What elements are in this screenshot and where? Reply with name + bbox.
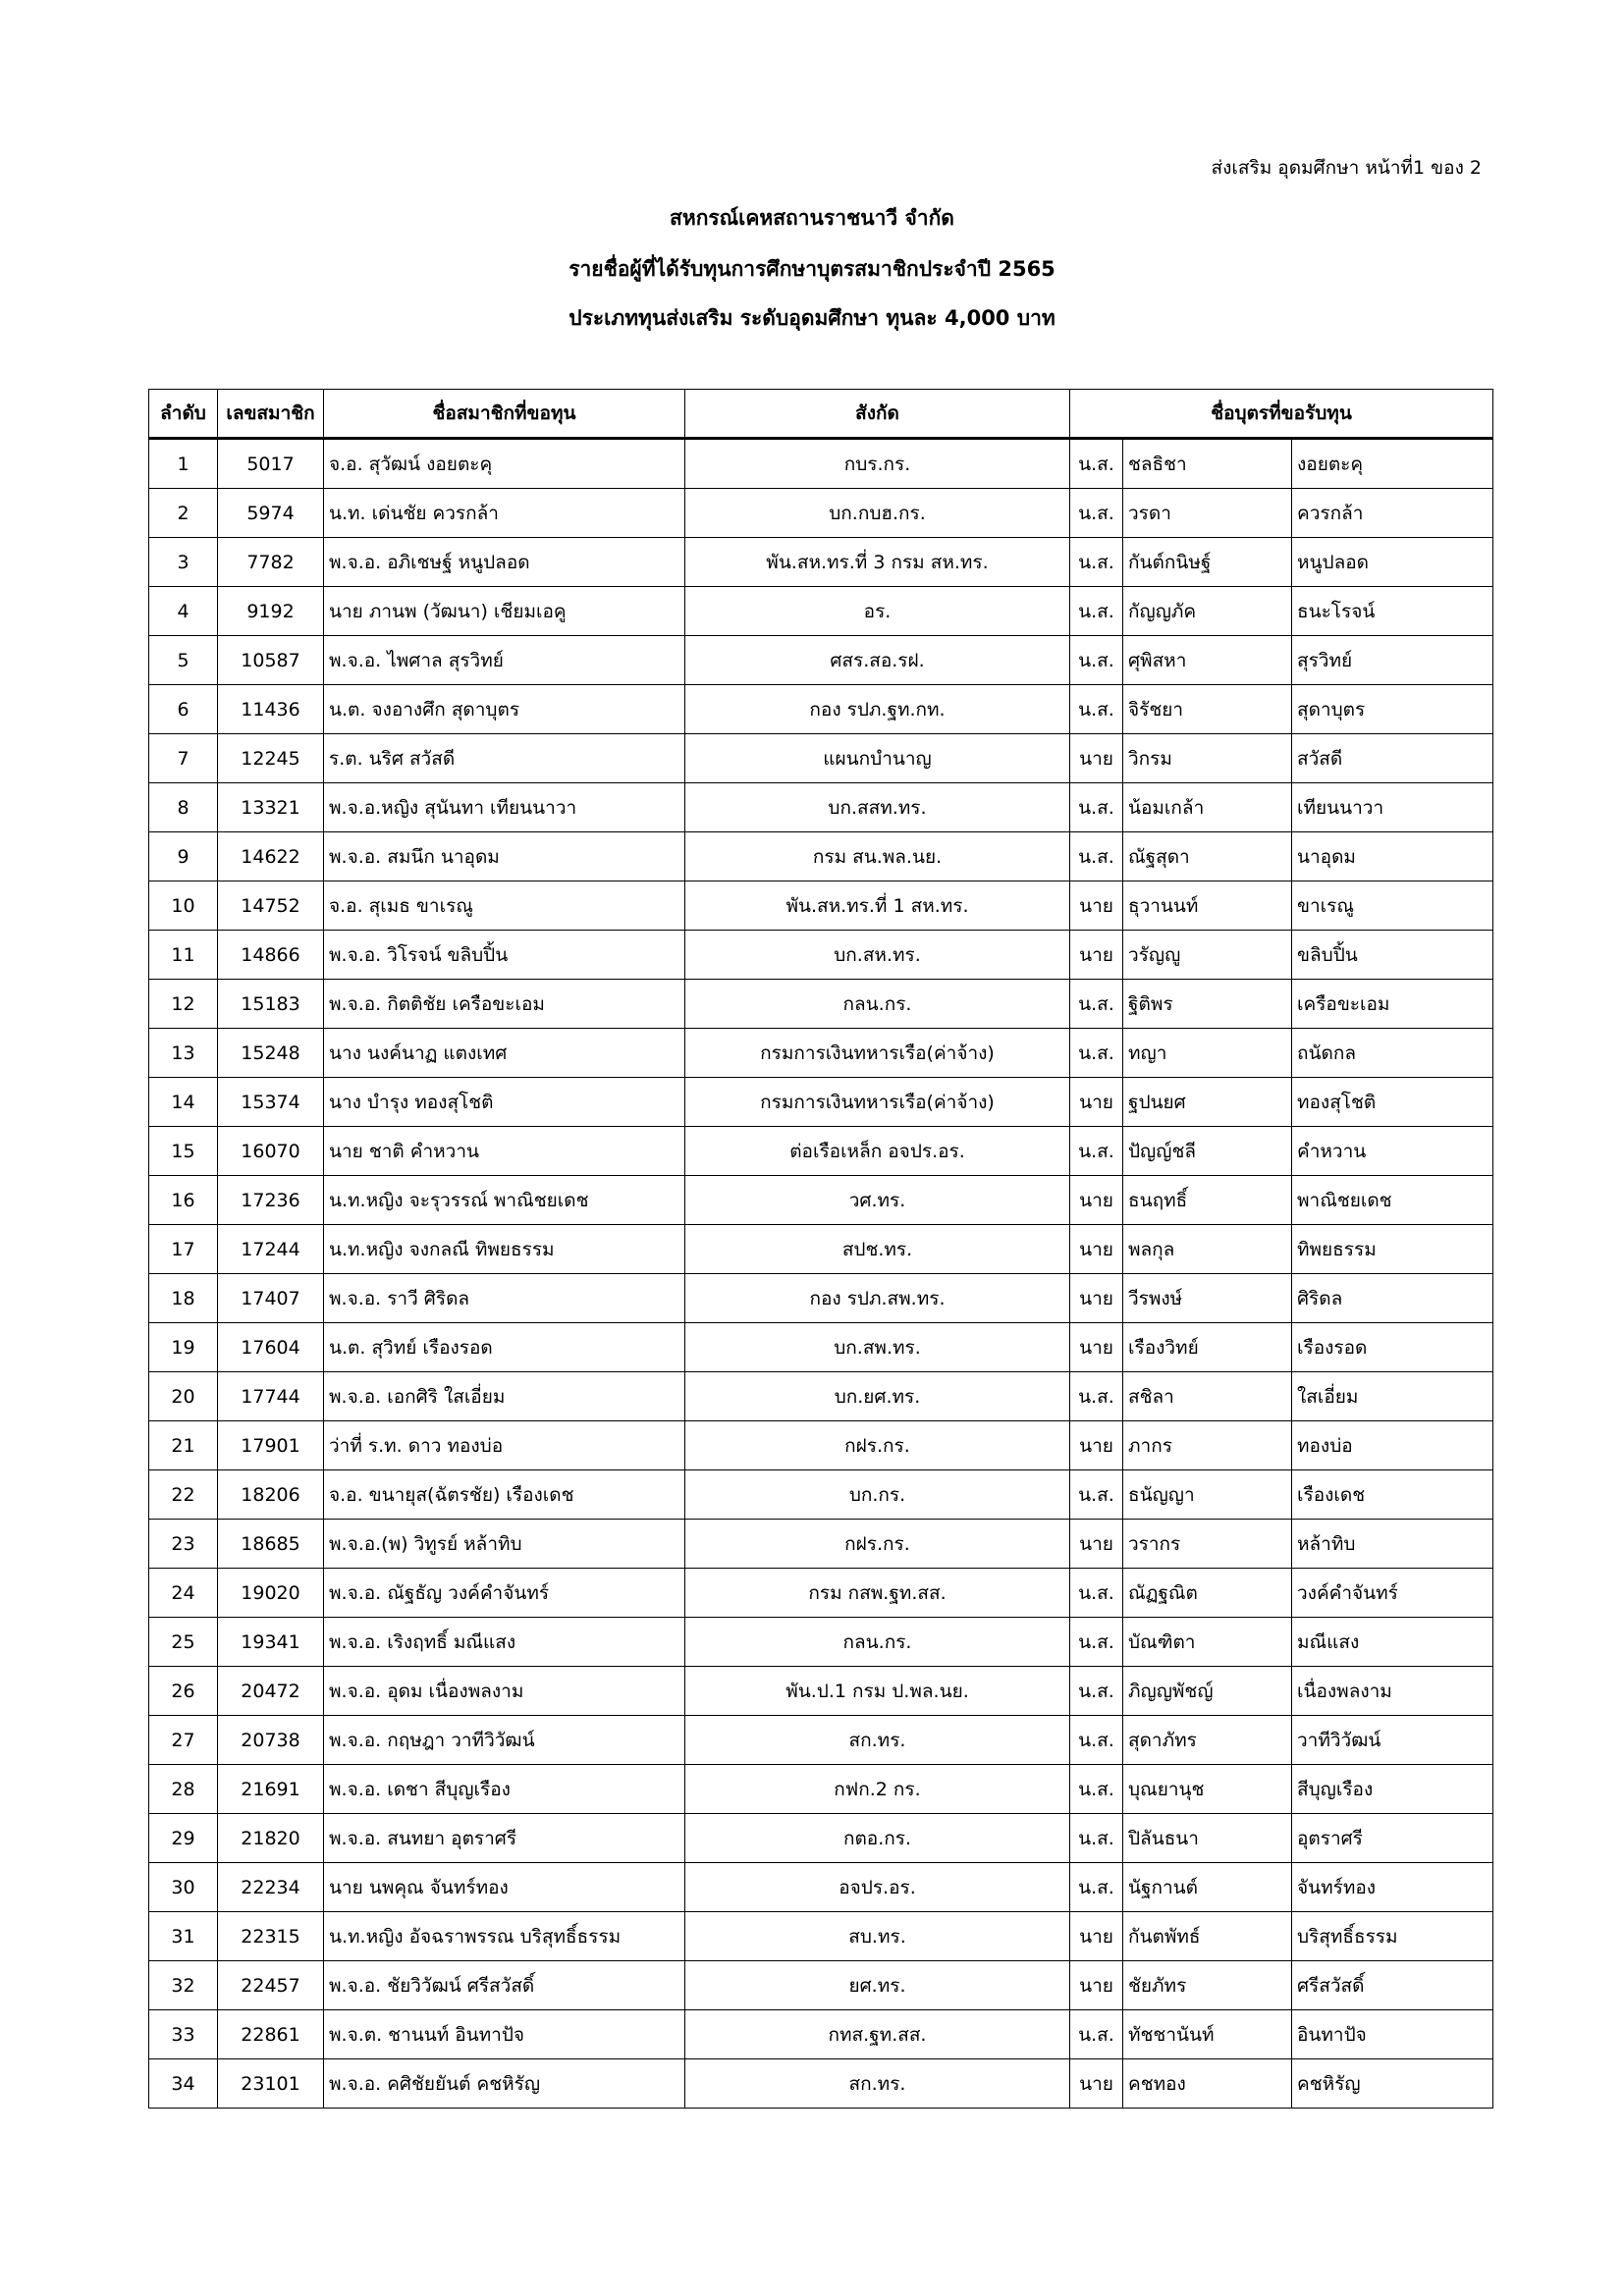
member-unit: กลน.กร.: [685, 1618, 1070, 1667]
member-unit: สก.ทร.: [685, 2059, 1070, 2109]
member-name: พ.จ.อ. สมนึก นาอุดม: [324, 832, 685, 881]
child-last-name: จันทร์ทอง: [1292, 1863, 1493, 1912]
member-unit: พัน.สห.ทร.ที่ 3 กรม สห.ทร.: [685, 538, 1070, 587]
header-unit: สังกัด: [685, 390, 1070, 439]
member-name: พ.จ.ต. ชานนท์ อินทาปัจ: [324, 2010, 685, 2059]
child-last-name: ทองบ่อ: [1292, 1421, 1493, 1470]
member-unit: กอง รปภ.ฐท.กท.: [685, 685, 1070, 734]
row-number: 2: [149, 489, 218, 538]
member-unit: กรม สน.พล.นย.: [685, 832, 1070, 881]
table-row: [149, 1421, 1493, 1470]
child-last-name: หล้าทิบ: [1292, 1520, 1493, 1569]
member-unit: กฝร.กร.: [685, 1421, 1070, 1470]
row-number: 24: [149, 1569, 218, 1618]
member-name: นาย นพคุณ จันทร์ทอง: [324, 1863, 685, 1912]
member-name: พ.จ.อ.หญิง สุนันทา เทียนนาวา: [324, 783, 685, 832]
child-first-name: ธุวานนท์: [1123, 881, 1292, 931]
member-id: 17236: [218, 1176, 324, 1225]
table-row: [149, 538, 1493, 587]
member-id: 14622: [218, 832, 324, 881]
member-name: นาง นงค์นาฏ แตงเทศ: [324, 1029, 685, 1078]
table-row: [149, 636, 1493, 685]
row-number: 21: [149, 1421, 218, 1470]
member-unit: กฝร.กร.: [685, 1520, 1070, 1569]
member-name: พ.จ.อ. อภิเชษฐ์ หนูปลอด: [324, 538, 685, 587]
table-row: [149, 1520, 1493, 1569]
child-last-name: เรืองรอด: [1292, 1323, 1493, 1372]
child-prefix: น.ส.: [1070, 1569, 1123, 1618]
member-unit: ยศ.ทร.: [685, 1961, 1070, 2010]
member-id: 19341: [218, 1618, 324, 1667]
table-row: [149, 489, 1493, 538]
table-row: [149, 2010, 1493, 2059]
member-unit: บก.ยศ.ทร.: [685, 1372, 1070, 1421]
child-first-name: ภิญญพัชญ์: [1123, 1667, 1292, 1716]
child-prefix: นาย: [1070, 1912, 1123, 1961]
child-prefix: น.ส.: [1070, 783, 1123, 832]
child-prefix: น.ส.: [1070, 1029, 1123, 1078]
child-prefix: นาย: [1070, 2059, 1123, 2109]
member-id: 17744: [218, 1372, 324, 1421]
child-last-name: สีบุญเรือง: [1292, 1765, 1493, 1814]
row-number: 3: [149, 538, 218, 587]
member-name: พ.จ.อ. วิโรจน์ ขลิบปิ้น: [324, 931, 685, 980]
member-id: 22457: [218, 1961, 324, 2010]
table-row: [149, 1716, 1493, 1765]
child-prefix: นาย: [1070, 1274, 1123, 1323]
scholarship-table: [148, 389, 1493, 2109]
row-number: 1: [149, 439, 218, 489]
member-id: 15374: [218, 1078, 324, 1127]
member-name: ว่าที่ ร.ท. ดาว ทองบ่อ: [324, 1421, 685, 1470]
member-name: น.ท.หญิง อัจฉราพรรณ บริสุทธิ์ธรรม: [324, 1912, 685, 1961]
member-name: นาง บำรุง ทองสุโชติ: [324, 1078, 685, 1127]
row-number: 33: [149, 2010, 218, 2059]
child-last-name: ศรีสวัสดิ์: [1292, 1961, 1493, 2010]
member-name: น.ต. สุวิทย์ เรืองรอด: [324, 1323, 685, 1372]
table-row: [149, 1127, 1493, 1176]
member-id: 18206: [218, 1470, 324, 1520]
child-first-name: ปัญญ์ชลี: [1123, 1127, 1292, 1176]
member-id: 18685: [218, 1520, 324, 1569]
row-number: 22: [149, 1470, 218, 1520]
member-id: 15183: [218, 980, 324, 1029]
child-first-name: กันตพัทธ์: [1123, 1912, 1292, 1961]
child-first-name: จิรัชยา: [1123, 685, 1292, 734]
table-row: [149, 1176, 1493, 1225]
document-title: รายชื่อผู้ที่ได้รับทุนการศึกษาบุตรสมาชิกประจำปี 2565: [568, 257, 1056, 281]
child-prefix: นาย: [1070, 881, 1123, 931]
member-name: น.ท.หญิง จะรุวรรณ์ พาณิชยเดช: [324, 1176, 685, 1225]
child-first-name: วรากร: [1123, 1520, 1292, 1569]
member-id: 12245: [218, 734, 324, 783]
child-last-name: เรืองเดช: [1292, 1470, 1493, 1520]
page-reference: ส่งเสริม อุดมศึกษา หน้าที่1 ของ 2: [1211, 157, 1482, 179]
child-last-name: หนูปลอด: [1292, 538, 1493, 587]
member-name: พ.จ.อ. กิตติชัย เครือขะเอม: [324, 980, 685, 1029]
table-row: [149, 980, 1493, 1029]
member-id: 17604: [218, 1323, 324, 1372]
child-last-name: เครือขะเอม: [1292, 980, 1493, 1029]
child-last-name: งอยตะคุ: [1292, 439, 1493, 489]
child-last-name: ทองสุโชติ: [1292, 1078, 1493, 1127]
child-last-name: วาทีวิวัฒน์: [1292, 1716, 1493, 1765]
member-name: พ.จ.อ. อุดม เนื่องพลงาม: [324, 1667, 685, 1716]
member-id: 9192: [218, 587, 324, 636]
row-number: 4: [149, 587, 218, 636]
member-unit: บก.สพ.ทร.: [685, 1323, 1070, 1372]
member-id: 13321: [218, 783, 324, 832]
child-prefix: น.ส.: [1070, 685, 1123, 734]
member-unit: อร.: [685, 587, 1070, 636]
row-number: 19: [149, 1323, 218, 1372]
row-number: 31: [149, 1912, 218, 1961]
member-unit: สบ.ทร.: [685, 1912, 1070, 1961]
child-first-name: ศุพิสหา: [1123, 636, 1292, 685]
member-unit: กลน.กร.: [685, 980, 1070, 1029]
table-row: [149, 734, 1493, 783]
member-name: ร.ต. นริศ สวัสดี: [324, 734, 685, 783]
row-number: 16: [149, 1176, 218, 1225]
child-last-name: ควรกล้า: [1292, 489, 1493, 538]
child-first-name: วรดา: [1123, 489, 1292, 538]
member-name: พ.จ.อ. เดชา สีบุญเรือง: [324, 1765, 685, 1814]
table-row: [149, 439, 1493, 489]
child-first-name: นัฐกานต์: [1123, 1863, 1292, 1912]
table-header-row: [149, 390, 1493, 439]
child-prefix: น.ส.: [1070, 1765, 1123, 1814]
child-first-name: ฐปนยศ: [1123, 1078, 1292, 1127]
member-id: 15248: [218, 1029, 324, 1078]
child-last-name: สุรวิทย์: [1292, 636, 1493, 685]
member-name: พ.จ.อ. กฤษฎา วาทีวิวัฒน์: [324, 1716, 685, 1765]
member-unit: สปช.ทร.: [685, 1225, 1070, 1274]
child-first-name: วิกรม: [1123, 734, 1292, 783]
table-row: [149, 931, 1493, 980]
member-unit: บก.สสท.ทร.: [685, 783, 1070, 832]
member-id: 22234: [218, 1863, 324, 1912]
child-prefix: น.ส.: [1070, 1127, 1123, 1176]
member-name: พ.จ.อ. สนทยา อุตราศรี: [324, 1814, 685, 1863]
member-id: 7782: [218, 538, 324, 587]
row-number: 28: [149, 1765, 218, 1814]
member-unit: กทส.ฐท.สส.: [685, 2010, 1070, 2059]
child-prefix: น.ส.: [1070, 439, 1123, 489]
child-prefix: น.ส.: [1070, 1372, 1123, 1421]
table-row: [149, 1961, 1493, 2010]
member-id: 11436: [218, 685, 324, 734]
table-row: [149, 1470, 1493, 1520]
child-first-name: สชิลา: [1123, 1372, 1292, 1421]
member-id: 17407: [218, 1274, 324, 1323]
child-prefix: น.ส.: [1070, 636, 1123, 685]
child-first-name: ธนัญญา: [1123, 1470, 1292, 1520]
child-first-name: สุดาภัทร: [1123, 1716, 1292, 1765]
child-first-name: ธนฤทธิ์: [1123, 1176, 1292, 1225]
row-number: 27: [149, 1716, 218, 1765]
member-name: น.ท.หญิง จงกลณี ทิพยธรรม: [324, 1225, 685, 1274]
row-number: 11: [149, 931, 218, 980]
row-number: 14: [149, 1078, 218, 1127]
child-last-name: นาอุดม: [1292, 832, 1493, 881]
member-unit: ศสร.สอ.รฝ.: [685, 636, 1070, 685]
child-first-name: พลกุล: [1123, 1225, 1292, 1274]
row-number: 15: [149, 1127, 218, 1176]
member-unit: ต่อเรือเหล็ก อจปร.อร.: [685, 1127, 1070, 1176]
table-row: [149, 1078, 1493, 1127]
member-name: พ.จ.อ. ณัฐธัญ วงค์คำจันทร์: [324, 1569, 685, 1618]
member-unit: พัน.สห.ทร.ที่ 1 สห.ทร.: [685, 881, 1070, 931]
member-unit: กตอ.กร.: [685, 1814, 1070, 1863]
row-number: 5: [149, 636, 218, 685]
member-name: จ.อ. ขนายุส(ฉัตรชัย) เรืองเดช: [324, 1470, 685, 1520]
member-unit: พัน.ป.1 กรม ป.พล.นย.: [685, 1667, 1070, 1716]
child-last-name: คำหวาน: [1292, 1127, 1493, 1176]
child-first-name: วีรพงษ์: [1123, 1274, 1292, 1323]
table-row: [149, 685, 1493, 734]
table-row: [149, 1323, 1493, 1372]
member-id: 17244: [218, 1225, 324, 1274]
child-last-name: ศิริดล: [1292, 1274, 1493, 1323]
row-number: 17: [149, 1225, 218, 1274]
child-prefix: น.ส.: [1070, 1716, 1123, 1765]
member-id: 17901: [218, 1421, 324, 1470]
member-name: พ.จ.อ.(พ) วิทูรย์ หล้าทิบ: [324, 1520, 685, 1569]
child-prefix: น.ส.: [1070, 538, 1123, 587]
child-first-name: ณัฏฐณิต: [1123, 1569, 1292, 1618]
child-last-name: อินทาปัจ: [1292, 2010, 1493, 2059]
child-first-name: วรัญญู: [1123, 931, 1292, 980]
member-name: นาย ภานพ (วัฒนา) เชียมเอคู: [324, 587, 685, 636]
child-last-name: คชหิรัญ: [1292, 2059, 1493, 2109]
child-first-name: ภากร: [1123, 1421, 1292, 1470]
child-prefix: น.ส.: [1070, 1618, 1123, 1667]
child-prefix: น.ส.: [1070, 2010, 1123, 2059]
child-prefix: นาย: [1070, 734, 1123, 783]
header-member-id: เลขสมาชิก: [218, 390, 324, 439]
child-first-name: บุณยานุช: [1123, 1765, 1292, 1814]
child-prefix: น.ส.: [1070, 1863, 1123, 1912]
member-name: พ.จ.อ. ราวี ศิริดล: [324, 1274, 685, 1323]
member-unit: กบร.กร.: [685, 439, 1070, 489]
child-first-name: ชัยภัทร: [1123, 1961, 1292, 2010]
table-row: [149, 1372, 1493, 1421]
table-row: [149, 1029, 1493, 1078]
child-prefix: น.ส.: [1070, 1814, 1123, 1863]
member-id: 14752: [218, 881, 324, 931]
table-row: [149, 1618, 1493, 1667]
child-last-name: บริสุทธิ์ธรรม: [1292, 1912, 1493, 1961]
table-row: [149, 783, 1493, 832]
member-id: 21820: [218, 1814, 324, 1863]
member-unit: กรมการเงินทหารเรือ(ค่าจ้าง): [685, 1078, 1070, 1127]
row-number: 23: [149, 1520, 218, 1569]
child-last-name: ทิพยธรรม: [1292, 1225, 1493, 1274]
child-last-name: เทียนนาวา: [1292, 783, 1493, 832]
member-id: 21691: [218, 1765, 324, 1814]
child-prefix: นาย: [1070, 1961, 1123, 2010]
member-unit: วศ.ทร.: [685, 1176, 1070, 1225]
child-last-name: ขาเรณู: [1292, 881, 1493, 931]
header-child-name: ชื่อบุตรที่ขอรับทุน: [1070, 390, 1493, 439]
member-id: 22861: [218, 2010, 324, 2059]
member-name: พ.จ.อ. ชัยวิวัฒน์ ศรีสวัสดิ์: [324, 1961, 685, 2010]
row-number: 6: [149, 685, 218, 734]
member-id: 19020: [218, 1569, 324, 1618]
member-id: 22315: [218, 1912, 324, 1961]
document-subtitle: ประเภททุนส่งเสริม ระดับอุดมศึกษา ทุนละ 4,000 บาท: [568, 306, 1056, 330]
child-first-name: ทญา: [1123, 1029, 1292, 1078]
header-num: ลำดับ: [149, 390, 218, 439]
table-row: [149, 881, 1493, 931]
member-unit: กฟก.2 กร.: [685, 1765, 1070, 1814]
member-unit: แผนกบำนาญ: [685, 734, 1070, 783]
member-id: 16070: [218, 1127, 324, 1176]
child-prefix: น.ส.: [1070, 832, 1123, 881]
child-last-name: พาณิชยเดช: [1292, 1176, 1493, 1225]
child-last-name: มณีแสง: [1292, 1618, 1493, 1667]
child-last-name: สวัสดี: [1292, 734, 1493, 783]
child-first-name: กัญญภัค: [1123, 587, 1292, 636]
member-id: 10587: [218, 636, 324, 685]
table-row: [149, 1667, 1493, 1716]
child-first-name: ปิลันธนา: [1123, 1814, 1292, 1863]
child-last-name: เนื่องพลงาม: [1292, 1667, 1493, 1716]
child-first-name: ทัชชานันท์: [1123, 2010, 1292, 2059]
organization-title: สหกรณ์เคหสถานราชนาวี จำกัด: [670, 206, 954, 230]
table-row: [149, 1225, 1493, 1274]
child-first-name: ณัฐสุดา: [1123, 832, 1292, 881]
row-number: 9: [149, 832, 218, 881]
member-unit: กรมการเงินทหารเรือ(ค่าจ้าง): [685, 1029, 1070, 1078]
child-prefix: นาย: [1070, 1078, 1123, 1127]
child-prefix: น.ส.: [1070, 980, 1123, 1029]
member-name: จ.อ. สุวัฒน์ งอยตะคุ: [324, 439, 685, 489]
child-first-name: เรืองวิทย์: [1123, 1323, 1292, 1372]
child-prefix: น.ส.: [1070, 489, 1123, 538]
child-first-name: กันต์กนิษฐ์: [1123, 538, 1292, 587]
child-prefix: น.ส.: [1070, 1470, 1123, 1520]
row-number: 29: [149, 1814, 218, 1863]
row-number: 25: [149, 1618, 218, 1667]
child-last-name: ใสเอี่ยม: [1292, 1372, 1493, 1421]
child-last-name: อุตราศรี: [1292, 1814, 1493, 1863]
row-number: 13: [149, 1029, 218, 1078]
member-name: พ.จ.อ. เริงฤทธิ์ มณีแสง: [324, 1618, 685, 1667]
table-row: [149, 1912, 1493, 1961]
row-number: 30: [149, 1863, 218, 1912]
child-prefix: นาย: [1070, 1225, 1123, 1274]
member-id: 14866: [218, 931, 324, 980]
table-row: [149, 1814, 1493, 1863]
row-number: 34: [149, 2059, 218, 2109]
member-id: 23101: [218, 2059, 324, 2109]
child-first-name: บัณฑิตา: [1123, 1618, 1292, 1667]
table-row: [149, 2059, 1493, 2109]
member-unit: กรม กสพ.ฐท.สส.: [685, 1569, 1070, 1618]
child-prefix: นาย: [1070, 1520, 1123, 1569]
row-number: 20: [149, 1372, 218, 1421]
table-row: [149, 1569, 1493, 1618]
table-row: [149, 1765, 1493, 1814]
member-name: พ.จ.อ. คศิชัยยันต์ คชหิรัญ: [324, 2059, 685, 2109]
table-body: [149, 439, 1493, 2109]
child-first-name: น้อมเกล้า: [1123, 783, 1292, 832]
member-id: 20472: [218, 1667, 324, 1716]
child-prefix: นาย: [1070, 1421, 1123, 1470]
member-id: 5974: [218, 489, 324, 538]
member-id: 5017: [218, 439, 324, 489]
member-unit: กอง รปภ.สพ.ทร.: [685, 1274, 1070, 1323]
child-last-name: ถนัดกล: [1292, 1029, 1493, 1078]
child-first-name: ฐิติพร: [1123, 980, 1292, 1029]
child-last-name: ขลิบปิ้น: [1292, 931, 1493, 980]
member-unit: บก.กร.: [685, 1470, 1070, 1520]
table-row: [149, 587, 1493, 636]
row-number: 12: [149, 980, 218, 1029]
member-unit: บก.สห.ทร.: [685, 931, 1070, 980]
row-number: 26: [149, 1667, 218, 1716]
child-prefix: นาย: [1070, 1176, 1123, 1225]
table-row: [149, 832, 1493, 881]
member-name: พ.จ.อ. ไพศาล สุรวิทย์: [324, 636, 685, 685]
child-prefix: น.ส.: [1070, 587, 1123, 636]
member-unit: สก.ทร.: [685, 1716, 1070, 1765]
member-name: พ.จ.อ. เอกศิริ ใสเอี่ยม: [324, 1372, 685, 1421]
child-last-name: วงค์คำจันทร์: [1292, 1569, 1493, 1618]
member-name: น.ท. เด่นชัย ควรกล้า: [324, 489, 685, 538]
member-unit: อจปร.อร.: [685, 1863, 1070, 1912]
member-name: น.ต. จงอางศึก สุดาบุตร: [324, 685, 685, 734]
member-id: 20738: [218, 1716, 324, 1765]
child-first-name: ชลธิชา: [1123, 439, 1292, 489]
child-first-name: คชทอง: [1123, 2059, 1292, 2109]
child-prefix: นาย: [1070, 931, 1123, 980]
row-number: 32: [149, 1961, 218, 2010]
child-last-name: ธนะโรจน์: [1292, 587, 1493, 636]
child-prefix: นาย: [1070, 1323, 1123, 1372]
header-member-name: ชื่อสมาชิกที่ขอทุน: [324, 390, 685, 439]
member-name: จ.อ. สุเมธ ขาเรณู: [324, 881, 685, 931]
row-number: 8: [149, 783, 218, 832]
table-row: [149, 1274, 1493, 1323]
table-row: [149, 1863, 1493, 1912]
row-number: 7: [149, 734, 218, 783]
member-unit: บก.กบฮ.กร.: [685, 489, 1070, 538]
child-prefix: น.ส.: [1070, 1667, 1123, 1716]
row-number: 10: [149, 881, 218, 931]
row-number: 18: [149, 1274, 218, 1323]
member-name: นาย ชาติ คำหวาน: [324, 1127, 685, 1176]
child-last-name: สุดาบุตร: [1292, 685, 1493, 734]
